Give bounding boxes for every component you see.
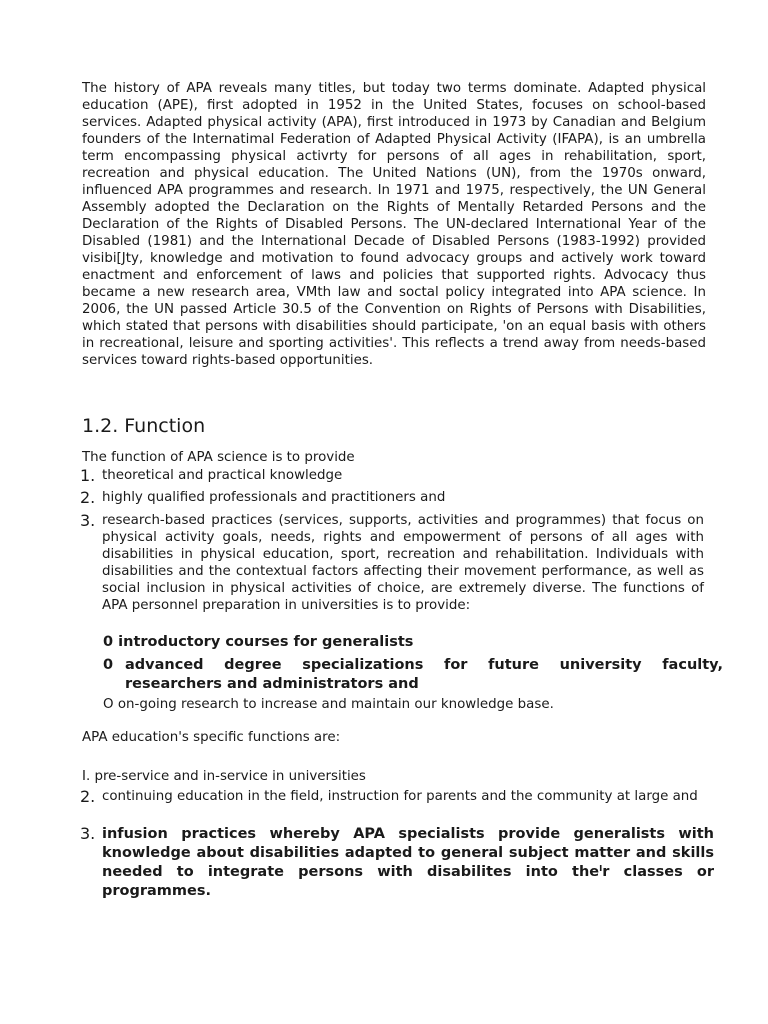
list-item-text: continuing education in the field, instruction for parents and the community at large and [102, 789, 698, 804]
list-number: 2. [80, 488, 96, 507]
list-number: 1. [80, 466, 96, 485]
list-number: 3. [80, 511, 96, 530]
list-item-text: highly qualified professionals and practitioners and [102, 490, 446, 505]
list-item-text: theoretical and practical knowledge [102, 468, 343, 483]
specific-lead: APA education's specific functions are: [82, 730, 341, 745]
list-item [80, 512, 706, 614]
list-item [80, 467, 706, 485]
sub-item [103, 633, 413, 652]
list-item [80, 489, 706, 507]
specific-first-item: I. pre-service and in-service in universities [82, 769, 366, 784]
function-lead: The function of APA science is to provide [82, 450, 355, 465]
list-number: 3. [80, 824, 96, 843]
sub-item-marker: O [103, 697, 114, 712]
list-item [80, 825, 714, 901]
sub-item-text: advanced degree specializations for future university faculty, researchers and administrators and [125, 657, 723, 692]
list-item-text: research-based practices (services, supports, activities and programmes) that focus on physical activity goals, needs, rights and empowerment of persons of all ages with disabilities in physical education, sport, recreation and rehabilitation. Individuals with disabilities and the contextual factors affecting their movement performance, as well as social inclusion in physical activities of choice, are extremely diverse. The functions of APA personnel preparation in universities is to provide: [102, 513, 704, 613]
list-number: 2. [80, 787, 96, 806]
sub-item-marker: 0 [103, 657, 114, 673]
sub-item-marker: 0 [103, 634, 114, 650]
sub-item [103, 696, 554, 713]
intro-paragraph: The history of APA reveals many titles, but today two terms dominate. Adapted physical education (APE), first adopted in 1952 in the United States, focuses on school-based services. Adapted physical activity (APA), first introduced in 1973 by Canadian and Belgium founders of the Internatimal Federation of Adapted Physical Activity (IFAPA), is an umbrella term encompassing physical activrty for persons of all ages in rehabilitation, sport, recreation and physical education. The United Nations (UN), from the 1970s onward, influenced APA programmes and research. In 1971 and 1975, respectively, the UN General Assembly adopted the Declaration on the Rights of Mentally Retarded Persons and the Declaration of the Rights of Disabled Persons. The UN-declared International Year of the Disabled (1981) and the International Decade of Disabled Persons (1983-1992) provided visibi[Jty, knowledge and motivation to found advocacy groups and actively work toward enactment and enforcement of laws and policies that supported rights. Advocacy thus became a new research area, VMth law and soctal policy integrated into APA science. In 2006, the UN passed Article 30.5 of the Convention on Rights of Persons with Disabilities, which stated that persons with disabilities should participate, 'on an equal basis with others in recreational, leisure and sporting activities'. This reflects a trend away from needs-based services toward rights-based opportunities. [82, 81, 706, 368]
sub-item [103, 656, 723, 694]
section-heading: 1.2. Function [82, 415, 206, 437]
sub-item-text: introductory courses for generalists [118, 634, 414, 650]
list-item [80, 788, 706, 806]
list-item-text: infusion practices whereby APA specialists provide generalists with knowledge about disabilities adapted to general subject matter and skills needed to integrate persons with disabilites into theˡr classes or programmes. [102, 826, 714, 899]
sub-item-text: on-going research to increase and maintain our knowledge base. [117, 697, 554, 712]
